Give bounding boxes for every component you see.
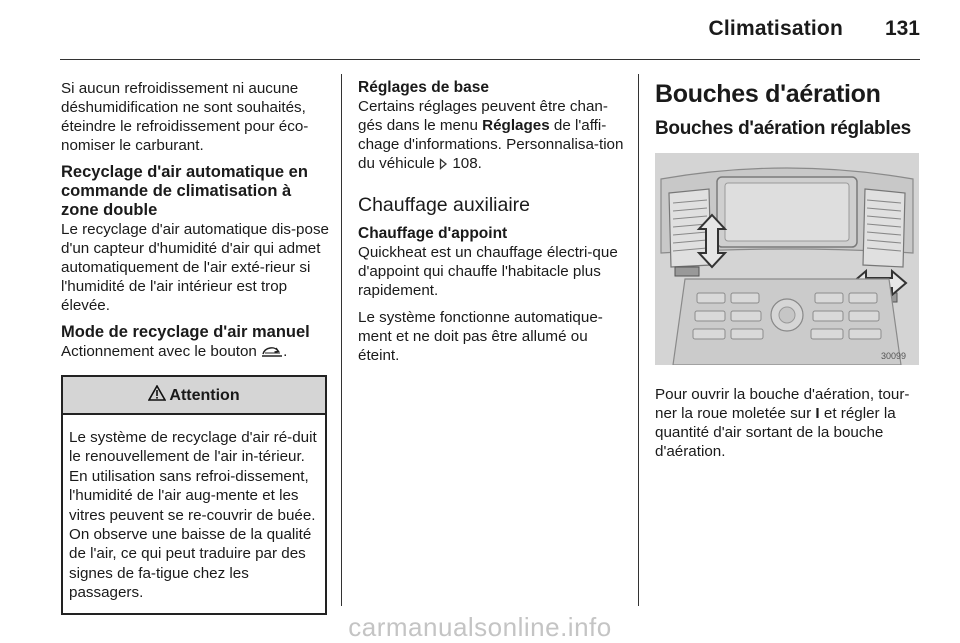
section-paragraph: Actionnement avec le bouton . (61, 342, 329, 363)
menu-name: Réglages (482, 117, 550, 134)
section-paragraph: Certains réglages peuvent être chan-gés dans le menu Réglages de l'affi-chage d'informations. Personnalisa-tion du véhicule 108. (358, 97, 626, 175)
watermark: carmanualsonline.info (348, 612, 612, 642)
attention-box (61, 375, 327, 615)
intro-paragraph: Si aucun refroidissement ni aucune déshumidification ne sont souhaités, éteindre le refroidissement pour éco-nomiser le carburant. (61, 80, 309, 154)
section-heading: Mode de recyclage d'air manuel (61, 323, 310, 341)
paragraph-text: Actionnement avec le bouton (61, 343, 257, 360)
attention-text: Le système de recyclage d'air ré-duit le renouvellement de l'air in-térieur. En utilisation sans refroi-dissement, l'humidité de l'air aug-mente et les vitres peuvent se re-couvrir de buée. On observe une baisse de la qualité de l'air, ce qui peut traduire par des signes de fa-tigue chez les passagers. (69, 429, 317, 602)
section-heading: Chauffage auxiliaire (358, 194, 531, 216)
subsection-heading: Chauffage d'appoint (358, 225, 508, 242)
section-title: Bouches d'aération (655, 80, 881, 108)
header-rule (60, 59, 920, 60)
column-divider (341, 74, 342, 606)
section-heading: Recyclage d'air automatique en commande de climatisation à zone double (61, 163, 308, 219)
section-paragraph: Pour ouvrir la bouche d'aération, tour-ner la roue moletée sur I et régler la quantité d'air sortant de la bouche d'aération. (655, 386, 910, 460)
column-1 (61, 79, 329, 615)
section-paragraph: Le recyclage d'air automatique dis-pose d'un capteur d'humidité d'air qui admet automatiquement de l'air exté-rieur si l'humidité de l'air intérieur est trop élevée. (61, 221, 329, 314)
section-paragraph: Le système fonctionne automatique-ment et ne doit pas être allumé ou éteint. (358, 309, 603, 364)
wheel-position-symbol: I (815, 405, 820, 422)
warning-icon (148, 385, 166, 406)
attention-header (63, 377, 325, 415)
page-header (0, 0, 960, 60)
air-vents-illustration (655, 153, 919, 365)
page-reference-icon (439, 156, 448, 175)
chapter-title: Climatisation (708, 17, 843, 40)
column-3 (655, 79, 925, 469)
column-2 (358, 79, 626, 373)
column-divider (638, 74, 639, 606)
page-number: 131 (884, 17, 920, 40)
section-subtitle: Bouches d'aération réglables (655, 118, 911, 139)
figure-number: 30099 (881, 351, 907, 361)
section-heading: Réglages de base (358, 79, 489, 96)
page-reference: 108. (452, 155, 482, 172)
attention-title: Attention (169, 386, 240, 404)
section-paragraph: Quickheat est un chauffage électri-que d'appoint qui chauffe l'habitacle plus rapidement. (358, 244, 618, 299)
air-recirculation-icon (261, 344, 283, 363)
